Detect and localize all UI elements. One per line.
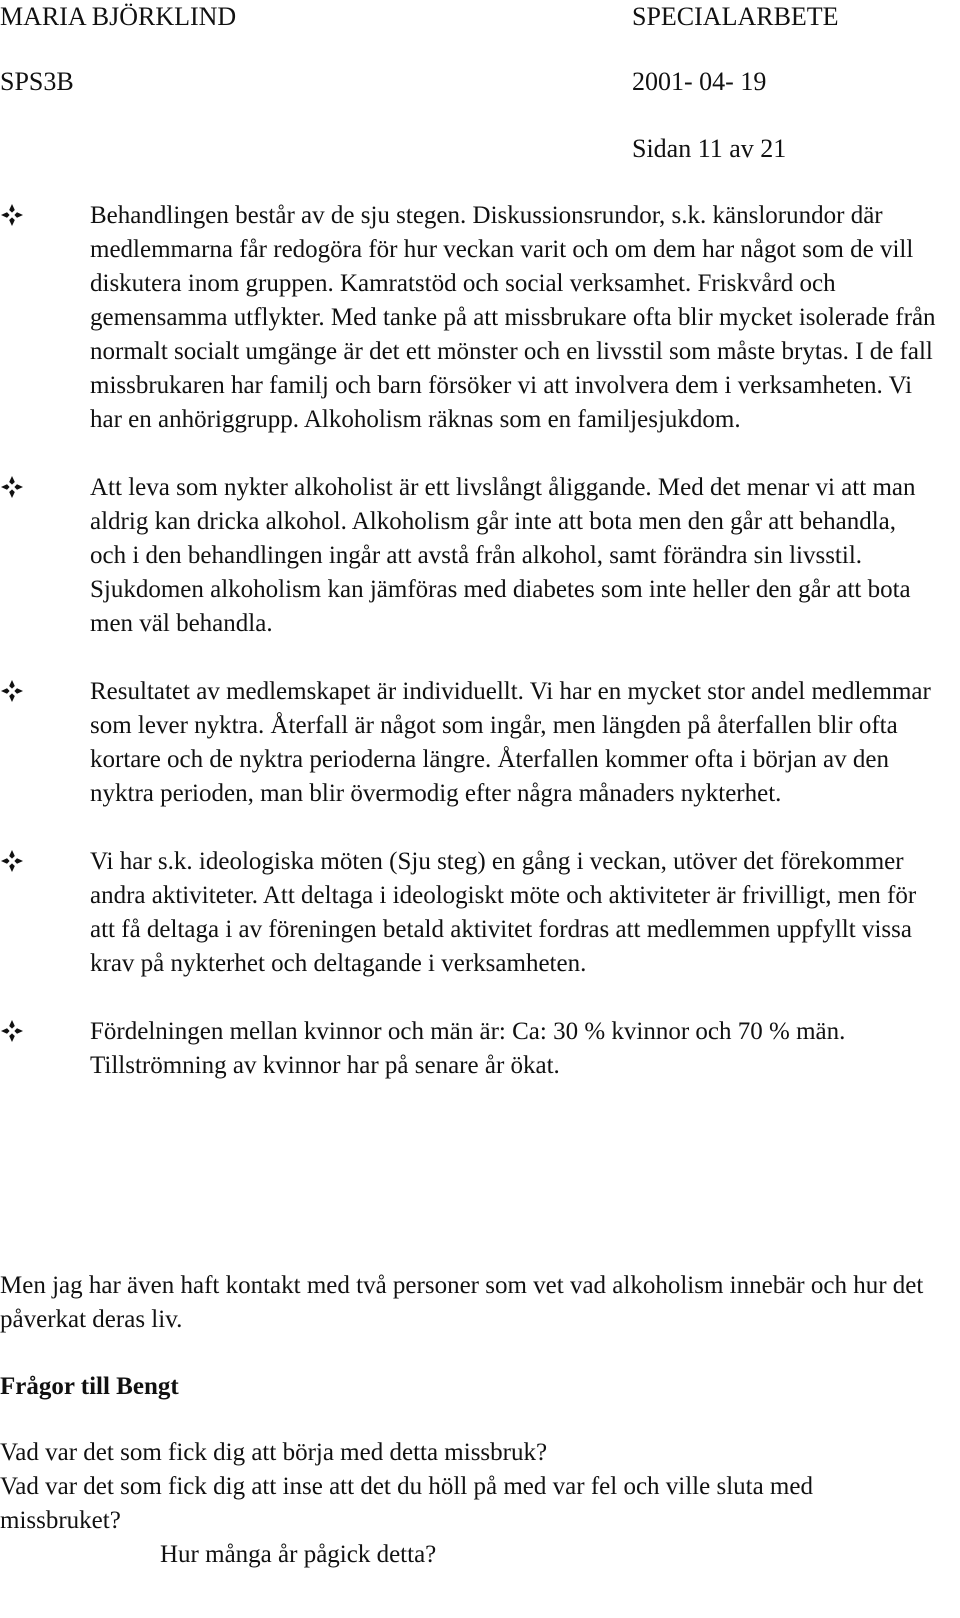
- header-author: MARIA BJÖRKLIND: [0, 2, 237, 31]
- page-header: [0, 0, 960, 190]
- bullet-text: Resultatet av medlemskapet är individuellt. Vi har en mycket stor andel medlemmar som lever nyktra. Återfall är något som ingår, men längden på återfallen blir ofta kortare och de nyktra perioderna längre. Återfallen kommer ofta i början av den nyktra perioden, man blir övermodig efter några månaders nykterhet.: [90, 678, 931, 807]
- header-page-info: Sidan 11 av 21: [632, 134, 787, 163]
- bullet-text: Behandlingen består av de sju stegen. Diskussionsrundor, s.k. känslorundor där medlemmarna får redogöra för hur veckan varit och om dem har något som de vill diskutera inom gruppen. Kamratstöd och social verksamhet. Friskvård och gemensamma utflykter. Med tanke på att missbrukare ofta blir mycket isolerade från normalt socialt umgänge är det ett mönster och en livsstil som måste brytas. I de fall missbrukaren har familj och barn försöker vi att involvera dem i verksamheten. Vi har en anhöriggrupp. Alkoholism räknas som en familjesjukdom.: [90, 202, 936, 433]
- bullet-item: [0, 471, 936, 641]
- diamond-bullet-icon: [0, 849, 24, 873]
- header-class-code: SPS3B: [0, 67, 74, 96]
- diamond-bullet-icon: [0, 679, 24, 703]
- diamond-bullet-icon: [0, 1019, 24, 1043]
- contact-paragraph: Men jag har även haft kontakt med två personer som vet vad alkoholism innebär och hur det påverkat deras liv.: [0, 1272, 924, 1333]
- bullet-list: [0, 199, 940, 1117]
- question-item: Vad var det som fick dig att börja med detta missbruk?: [0, 1439, 548, 1466]
- diamond-bullet-icon: [0, 475, 24, 499]
- bullet-item: [0, 675, 936, 811]
- bullet-text: Att leva som nykter alkoholist är ett livslångt åliggande. Med det menar vi att man aldrig kan dricka alkohol. Alkoholism går inte att bota men den går att behandla, och i den behandlingen ingår att avstå från alkohol, samt förändra sin livsstil. Sjukdomen alkoholism kan jämföras med diabetes som inte heller den går att bota men väl behandla.: [90, 474, 916, 637]
- header-date: 2001- 04- 19: [632, 67, 767, 96]
- questions-list: [0, 1436, 940, 1572]
- bullet-item: [0, 1015, 936, 1083]
- question-item: Hur många år pågick detta?: [160, 1541, 437, 1568]
- bullet-text: Fördelningen mellan kvinnor och män är: Ca: 30 % kvinnor och 70 % män. Tillströmning av kvinnor har på senare år ökat.: [90, 1018, 846, 1079]
- question-item: Vad var det som fick dig att inse att det du höll på med var fel och ville sluta med missbruket?: [0, 1473, 813, 1534]
- bullet-text: Vi har s.k. ideologiska möten (Sju steg) en gång i veckan, utöver det förekommer andra aktiviteter. Att deltaga i ideologiskt möte och aktiviteter är frivilligt, men för att få deltaga i av föreningen betald aktivitet fordras att medlemmen uppfyllt vissa krav på nykterhet och deltagande i verksamheten.: [90, 848, 917, 977]
- bullet-item: [0, 199, 936, 437]
- diamond-bullet-icon: [0, 203, 24, 227]
- questions-heading: Frågor till Bengt: [0, 1373, 179, 1400]
- header-doc-type: SPECIALARBETE: [632, 2, 839, 31]
- bullet-item: [0, 845, 936, 981]
